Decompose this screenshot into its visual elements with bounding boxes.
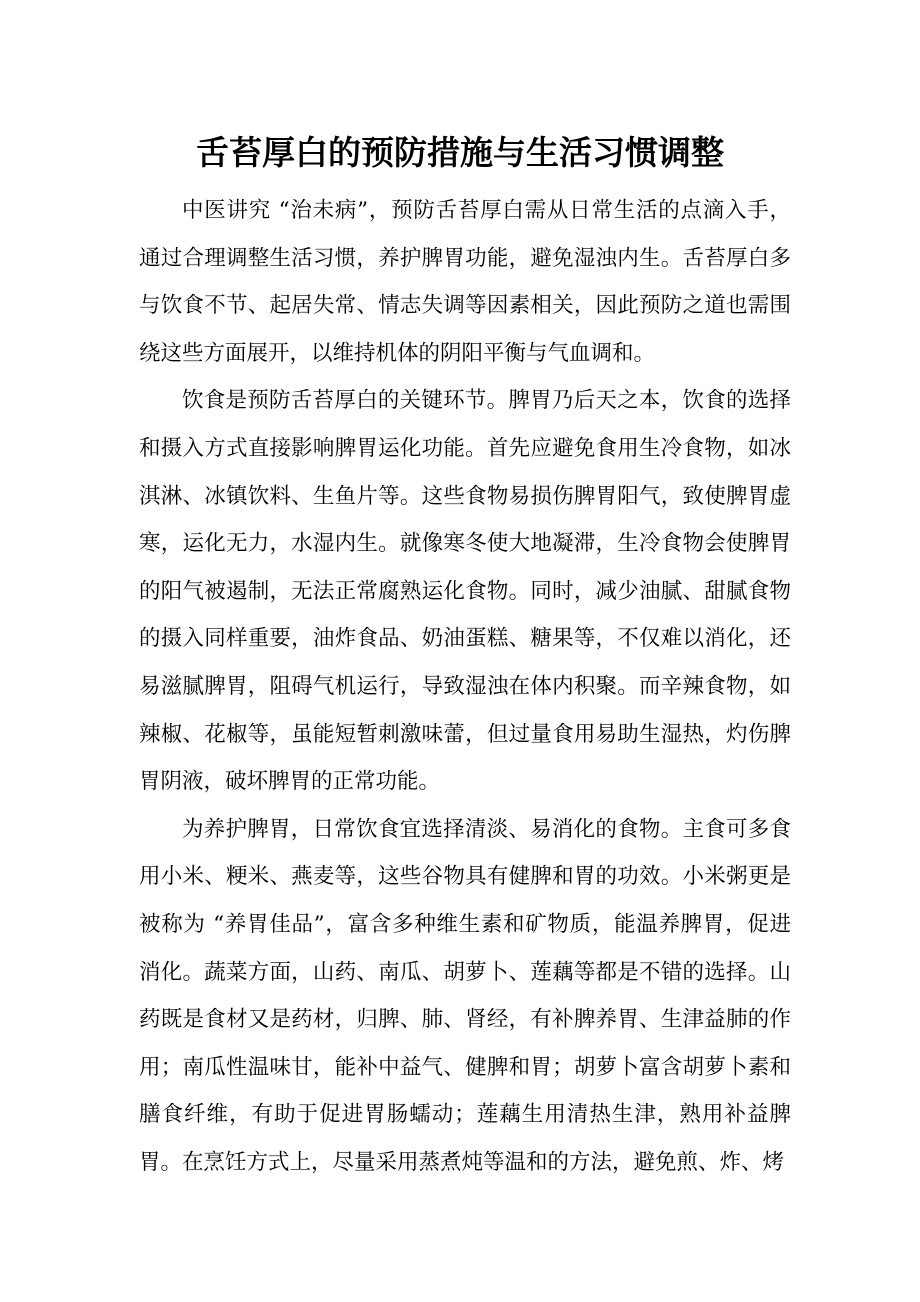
document-title: 舌苔厚白的预防措施与生活习惯调整 — [196, 133, 724, 172]
paragraph-3: 为养护脾胃，日常饮食宜选择清淡、易消化的食物。主食可多食用小米、粳米、燕麦等，这些谷物具有健脾和胃的功效。小米粥更是被称为 “养胃佳品”，富含多种维生素和矿物质，能温养脾胃，促进消化。蔬菜方面，山药、南瓜、胡萝卜、莲藕等都是不错的选择。山药既是食材又是药材，归脾、肺、肾经，有补脾养胃、生津益肺的作用；南瓜性温味甘，能补中益气、健脾和胃；胡萝卜富含胡萝卜素和膳食纤维，有助于促进胃肠蠕动；莲藕生用清热生津，熟用补益脾胃。在烹饪方式上，尽量采用蒸煮炖等温和的方法，避免煎、炸、烤 — [139, 816, 791, 1175]
document-body — [139, 187, 791, 1186]
paragraph-2: 饮食是预防舌苔厚白的关键环节。脾胃乃后天之本，饮食的选择和摄入方式直接影响脾胃运化功能。首先应避免食用生冷食物，如冰淇淋、冰镇饮料、生鱼片等。这些食物易损伤脾胃阳气，致使脾胃虚寒，运化无力，水湿内生。就像寒冬使大地凝滞，生冷食物会使脾胃的阳气被遏制，无法正常腐熟运化食物。同时，减少油腻、甜腻食物的摄入同样重要，油炸食品、奶油蛋糕、糖果等，不仅难以消化，还易滋腻脾胃，阻碍气机运行，导致湿浊在体内积聚。而辛辣食物，如辣椒、花椒等，虽能短暂刺激味蕾，但过量食用易助生湿热，灼伤脾胃阴液，破坏脾胃的正常功能。 — [139, 388, 791, 795]
paragraph-1: 中医讲究 “治未病”，预防舌苔厚白需从日常生活的点滴入手，通过合理调整生活习惯，养护脾胃功能，避免湿浊内生。舌苔厚白多与饮食不节、起居失常、情志失调等因素相关，因此预防之道也需围绕这些方面展开，以维持机体的阴阳平衡与气血调和。 — [139, 198, 791, 366]
